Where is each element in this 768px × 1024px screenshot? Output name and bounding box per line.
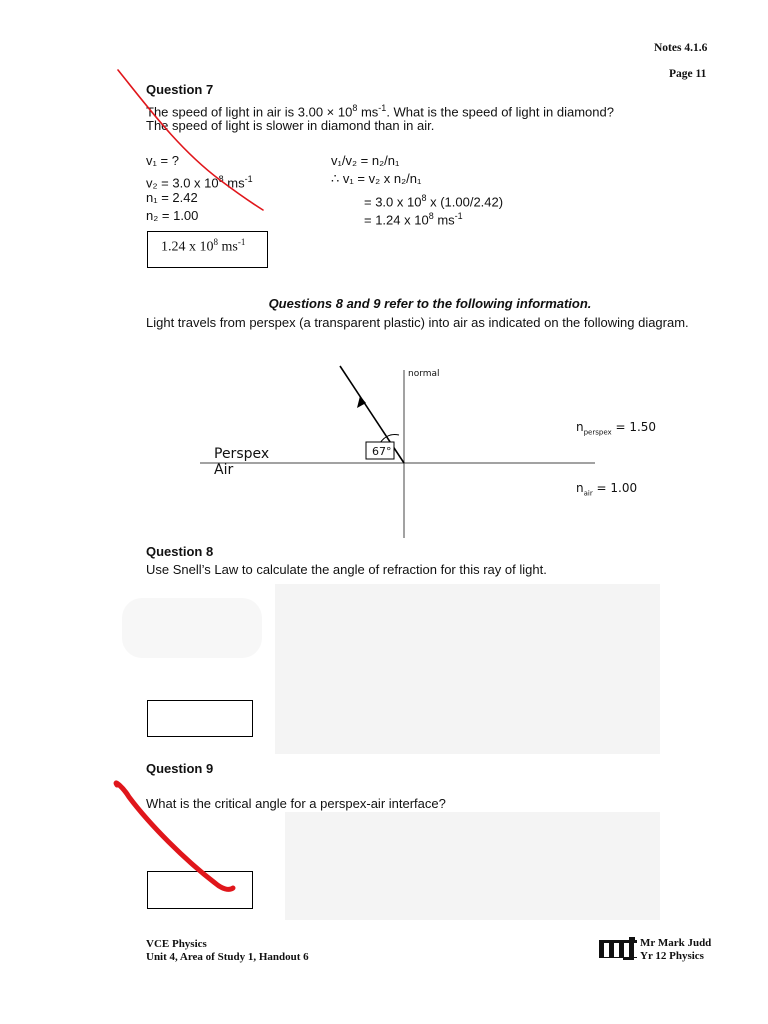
question-7-answer-box xyxy=(147,231,268,268)
question-9-prompt: What is the critical angle for a perspex-air interface? xyxy=(146,796,446,811)
working-line-3: = 3.0 x $10^8$ x (1.00/2.42) xyxy=(364,193,504,210)
question-7-answer: 1.24 x $10^8$ $ms^{-1}$ xyxy=(161,237,246,255)
questions-8-9-heading: Questions 8 and 9 refer to the following information. xyxy=(268,296,592,311)
refraction-diagram xyxy=(200,360,670,540)
questions-8-9-intro: Light travels from perspex (a transparent plastic) into air as indicated on the following diagram. xyxy=(146,315,689,330)
mj-logo xyxy=(599,937,637,961)
air-label: Air xyxy=(214,462,234,478)
perspex-label: Perspex xyxy=(214,446,270,462)
given-n1: n₁ = 2.42 xyxy=(146,190,198,205)
n-air-label: $n_{air} = 1.00$ xyxy=(576,481,638,498)
footer-left: VCE Physics Unit 4, Area of Study 1, Handout 6 xyxy=(146,938,309,963)
given-v2: v₂ = 3.0 x $10^8$ $ms^{-1}$ xyxy=(146,174,253,191)
footer-right: Mr Mark Judd Yr 12 Physics xyxy=(640,937,712,962)
question-7-prompt: The speed of light in air is $3.00 \times 10^8$ $ms^{-1}$. What is the speed of light in diamond? xyxy=(146,103,614,120)
normal-label: normal xyxy=(408,369,440,379)
given-n2: n₂ = 1.00 xyxy=(146,208,199,223)
ray-arrowhead xyxy=(357,396,366,408)
angle-label: 67° xyxy=(372,445,392,458)
notes-reference: Notes 4.1.6 xyxy=(654,42,708,54)
working-line-4: = 1.24 x $10^8$ $ms^{-1}$ xyxy=(364,211,463,228)
given-v1: v₁ = ? xyxy=(146,153,179,168)
question-8-prompt: Use Snell’s Law to calculate the angle of refraction for this ray of light. xyxy=(146,562,547,577)
page-number: Page 11 xyxy=(669,68,707,80)
n-perspex-label: $n_{perspex} = 1.50$ xyxy=(576,420,657,437)
working-line-2: ∴ v₁ = v₂ x n₂/n₁ xyxy=(331,171,422,186)
erased-working-area-2 xyxy=(285,812,660,920)
question-8-title: Question 8 xyxy=(146,544,214,559)
working-line-1: v₁/v₂ = n₂/n₁ xyxy=(331,153,400,168)
question-7-note: The speed of light is slower in diamond than in air. xyxy=(146,118,435,133)
question-9-title: Question 9 xyxy=(146,761,214,776)
question-7-title: Question 7 xyxy=(146,82,214,97)
question-8-answer-box[interactable] xyxy=(147,700,253,737)
erased-working-area xyxy=(275,584,660,754)
red-pen-mark-q9 xyxy=(105,775,245,900)
red-pen-mark-q7 xyxy=(110,60,280,220)
erased-mark xyxy=(122,598,262,658)
